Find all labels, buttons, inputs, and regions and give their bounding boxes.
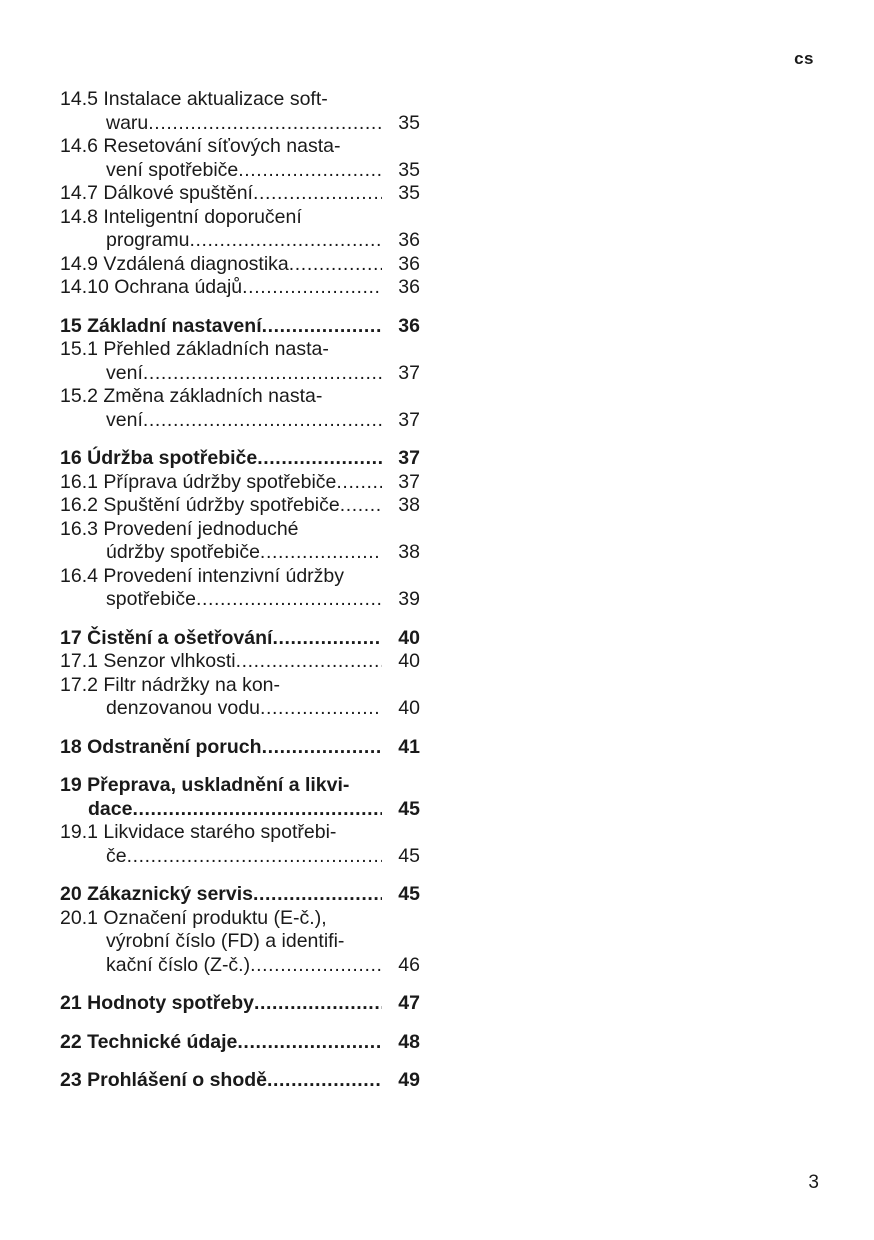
toc-number: 16.3 bbox=[60, 517, 98, 540]
toc-number: 14.5 bbox=[60, 88, 98, 110]
toc-entry-20-1-cont2[interactable] bbox=[60, 954, 420, 978]
leader-dots bbox=[272, 627, 382, 651]
spacer bbox=[60, 432, 420, 447]
leader-dots bbox=[260, 541, 382, 565]
toc-chapter-21[interactable] bbox=[60, 992, 420, 1016]
toc-entry-17-1[interactable] bbox=[60, 650, 420, 674]
toc-title: Technické údaje bbox=[87, 1030, 238, 1053]
toc-entry-19-1[interactable] bbox=[60, 821, 420, 845]
toc-chapter-15[interactable] bbox=[60, 315, 420, 339]
toc-title: Prohlášení o shodě bbox=[87, 1069, 267, 1091]
toc-chapter-23[interactable] bbox=[60, 1069, 420, 1093]
toc-chapter-22[interactable] bbox=[60, 1031, 420, 1055]
toc-title: vení bbox=[106, 361, 143, 384]
spacer bbox=[60, 300, 420, 315]
toc-entry-14-6-cont[interactable] bbox=[60, 159, 420, 183]
toc-page: 37 bbox=[398, 470, 420, 493]
toc-title: údržby spotřebiče bbox=[106, 541, 260, 563]
toc-chapter-19-cont[interactable] bbox=[60, 798, 420, 822]
toc-chapter-17[interactable] bbox=[60, 627, 420, 651]
toc-chapter-18[interactable] bbox=[60, 736, 420, 760]
toc-number: 14.8 bbox=[60, 205, 98, 228]
toc-page: 45 bbox=[398, 844, 420, 867]
page-number: 3 bbox=[808, 1172, 819, 1193]
toc-entry-14-5-cont[interactable] bbox=[60, 112, 420, 136]
toc-title: dace bbox=[88, 797, 133, 820]
leader-dots bbox=[257, 447, 382, 471]
toc-number: 20.1 bbox=[60, 906, 98, 929]
toc-title: Inteligentní doporučení bbox=[103, 205, 302, 228]
leader-dots bbox=[148, 112, 382, 136]
toc-title: Změna základních nasta- bbox=[103, 385, 323, 407]
toc-entry-14-9[interactable] bbox=[60, 253, 420, 277]
toc-entry-16-3[interactable] bbox=[60, 518, 420, 542]
toc-page: 49 bbox=[398, 1069, 420, 1091]
toc-entry-14-8[interactable] bbox=[60, 206, 420, 230]
leader-dots bbox=[242, 276, 382, 300]
toc-number: 17 bbox=[60, 626, 82, 649]
toc-title: Přehled základních nasta- bbox=[103, 338, 329, 360]
toc-title: če bbox=[106, 844, 127, 867]
toc-page: 38 bbox=[398, 494, 420, 516]
toc-chapter-20[interactable] bbox=[60, 883, 420, 907]
toc-title: Instalace aktualizace soft- bbox=[103, 88, 328, 110]
toc-number: 16.4 bbox=[60, 564, 98, 587]
toc-number: 17.2 bbox=[60, 673, 98, 696]
toc-title: Provedení intenzivní údržby bbox=[103, 564, 345, 587]
toc-page: 47 bbox=[398, 992, 420, 1014]
toc-entry-14-5[interactable] bbox=[60, 88, 420, 112]
toc-page: 48 bbox=[398, 1030, 420, 1053]
toc-page: 46 bbox=[398, 953, 420, 976]
leader-dots bbox=[132, 798, 382, 822]
toc-entry-14-7[interactable] bbox=[60, 182, 420, 206]
leader-dots bbox=[236, 650, 382, 674]
toc-number: 16.1 bbox=[60, 470, 98, 493]
toc-page: 45 bbox=[398, 883, 420, 905]
toc-number: 14.7 bbox=[60, 182, 98, 204]
leader-dots bbox=[237, 1031, 382, 1055]
toc-page: 35 bbox=[398, 182, 420, 204]
toc-page: 39 bbox=[398, 588, 420, 610]
toc-page: 37 bbox=[398, 361, 420, 384]
toc-page: 41 bbox=[398, 735, 420, 758]
toc-page: 40 bbox=[398, 650, 420, 672]
toc-number: 20 bbox=[60, 883, 82, 905]
toc-entry-17-2-cont[interactable] bbox=[60, 697, 420, 721]
toc-number: 16 bbox=[60, 447, 82, 469]
leader-dots bbox=[254, 992, 382, 1016]
toc-page: 38 bbox=[398, 541, 420, 563]
spacer bbox=[60, 868, 420, 883]
toc-page: 35 bbox=[398, 111, 420, 134]
toc-chapter-19[interactable] bbox=[60, 774, 420, 798]
toc-number: 22 bbox=[60, 1030, 82, 1053]
spacer bbox=[60, 612, 420, 627]
toc-entry-20-1-cont[interactable] bbox=[60, 930, 420, 954]
toc-entry-16-2[interactable] bbox=[60, 494, 420, 518]
toc-title: Přeprava, uskladnění a likvi- bbox=[87, 774, 350, 796]
toc-title: Základní nastavení bbox=[87, 314, 262, 337]
toc-number: 19.1 bbox=[60, 821, 98, 843]
toc-title: Dálkové spuštění bbox=[103, 182, 253, 204]
toc-page: 45 bbox=[398, 797, 420, 820]
toc-entry-16-3-cont[interactable] bbox=[60, 541, 420, 565]
leader-dots bbox=[189, 229, 382, 253]
leader-dots bbox=[289, 253, 382, 277]
toc-title: Vzdálená diagnostika bbox=[103, 252, 289, 275]
language-code: cs bbox=[794, 49, 814, 68]
toc-entry-20-1[interactable] bbox=[60, 907, 420, 931]
toc-title: Hodnoty spotřeby bbox=[87, 992, 254, 1014]
toc-number: 14.9 bbox=[60, 252, 98, 275]
leader-dots bbox=[143, 362, 382, 386]
leader-dots bbox=[262, 315, 382, 339]
toc-entry-14-10[interactable] bbox=[60, 276, 420, 300]
leader-dots bbox=[238, 159, 382, 183]
toc-entry-16-1[interactable] bbox=[60, 471, 420, 495]
toc-title: Resetování síťových nasta- bbox=[103, 135, 341, 157]
toc-title: Filtr nádržky na kon- bbox=[103, 673, 281, 696]
toc-number: 14.6 bbox=[60, 135, 98, 157]
toc-number: 19 bbox=[60, 774, 82, 796]
toc-number: 17.1 bbox=[60, 650, 98, 672]
toc-number: 23 bbox=[60, 1069, 82, 1091]
table-of-contents bbox=[60, 88, 420, 1093]
toc-entry-15-2[interactable] bbox=[60, 385, 420, 409]
toc-entry-15-1[interactable] bbox=[60, 338, 420, 362]
leader-dots bbox=[127, 845, 382, 869]
toc-title: waru bbox=[106, 111, 149, 134]
toc-title: výrobní číslo (FD) a identifi- bbox=[106, 930, 345, 952]
toc-entry-15-1-cont[interactable] bbox=[60, 362, 420, 386]
spacer bbox=[60, 977, 420, 992]
toc-number: 15.1 bbox=[60, 338, 98, 360]
toc-entry-14-6[interactable] bbox=[60, 135, 420, 159]
toc-number: 14.10 bbox=[60, 276, 109, 298]
leader-dots bbox=[262, 736, 382, 760]
toc-title: Čistění a ošetřování bbox=[87, 626, 273, 649]
leader-dots bbox=[336, 471, 382, 495]
leader-dots bbox=[253, 883, 382, 907]
toc-page: 40 bbox=[398, 626, 420, 649]
toc-page: 35 bbox=[398, 158, 420, 181]
toc-title: Příprava údržby spotřebiče bbox=[103, 470, 337, 493]
toc-title: Senzor vlhkosti bbox=[103, 650, 236, 672]
toc-page: 36 bbox=[398, 314, 420, 337]
spacer bbox=[60, 1016, 420, 1031]
toc-entry-14-8-cont[interactable] bbox=[60, 229, 420, 253]
leader-dots bbox=[340, 494, 382, 518]
leader-dots bbox=[196, 588, 382, 612]
spacer bbox=[60, 1054, 420, 1069]
toc-number: 15 bbox=[60, 314, 82, 337]
toc-title: programu bbox=[106, 229, 190, 251]
toc-title: vení bbox=[106, 408, 143, 431]
toc-title: Odstranění poruch bbox=[87, 735, 262, 758]
toc-title: vení spotřebiče bbox=[106, 158, 239, 181]
leader-dots bbox=[253, 182, 382, 206]
toc-chapter-16[interactable] bbox=[60, 447, 420, 471]
spacer bbox=[60, 759, 420, 774]
toc-title: denzovanou vodu bbox=[106, 697, 260, 719]
toc-entry-19-1-cont[interactable] bbox=[60, 845, 420, 869]
toc-number: 15.2 bbox=[60, 385, 98, 407]
spacer bbox=[60, 721, 420, 736]
toc-page: 37 bbox=[398, 447, 420, 469]
leader-dots bbox=[143, 409, 382, 433]
toc-entry-16-4[interactable] bbox=[60, 565, 420, 589]
toc-number: 21 bbox=[60, 992, 82, 1014]
toc-page: 36 bbox=[398, 252, 420, 275]
toc-number: 18 bbox=[60, 735, 82, 758]
toc-title: Spuštění údržby spotřebiče bbox=[103, 494, 340, 516]
toc-title: Likvidace starého spotřebi- bbox=[103, 821, 337, 843]
toc-title: Ochrana údajů bbox=[114, 276, 243, 298]
toc-title: Zákaznický servis bbox=[87, 883, 253, 905]
toc-page: 36 bbox=[398, 276, 420, 298]
toc-title: Označení produktu (E-č.), bbox=[103, 906, 327, 929]
toc-title: kační číslo (Z-č.) bbox=[106, 953, 251, 976]
leader-dots bbox=[267, 1069, 382, 1093]
toc-entry-16-4-cont[interactable] bbox=[60, 588, 420, 612]
toc-page: 37 bbox=[398, 408, 420, 431]
toc-number: 16.2 bbox=[60, 494, 98, 516]
toc-title: spotřebiče bbox=[106, 588, 196, 610]
toc-entry-17-2[interactable] bbox=[60, 674, 420, 698]
toc-title: Údržba spotřebiče bbox=[87, 447, 258, 469]
toc-page: 36 bbox=[398, 229, 420, 251]
leader-dots bbox=[260, 697, 382, 721]
toc-page: 40 bbox=[398, 697, 420, 719]
leader-dots bbox=[250, 954, 382, 978]
toc-title: Provedení jednoduché bbox=[103, 517, 299, 540]
toc-entry-15-2-cont[interactable] bbox=[60, 409, 420, 433]
